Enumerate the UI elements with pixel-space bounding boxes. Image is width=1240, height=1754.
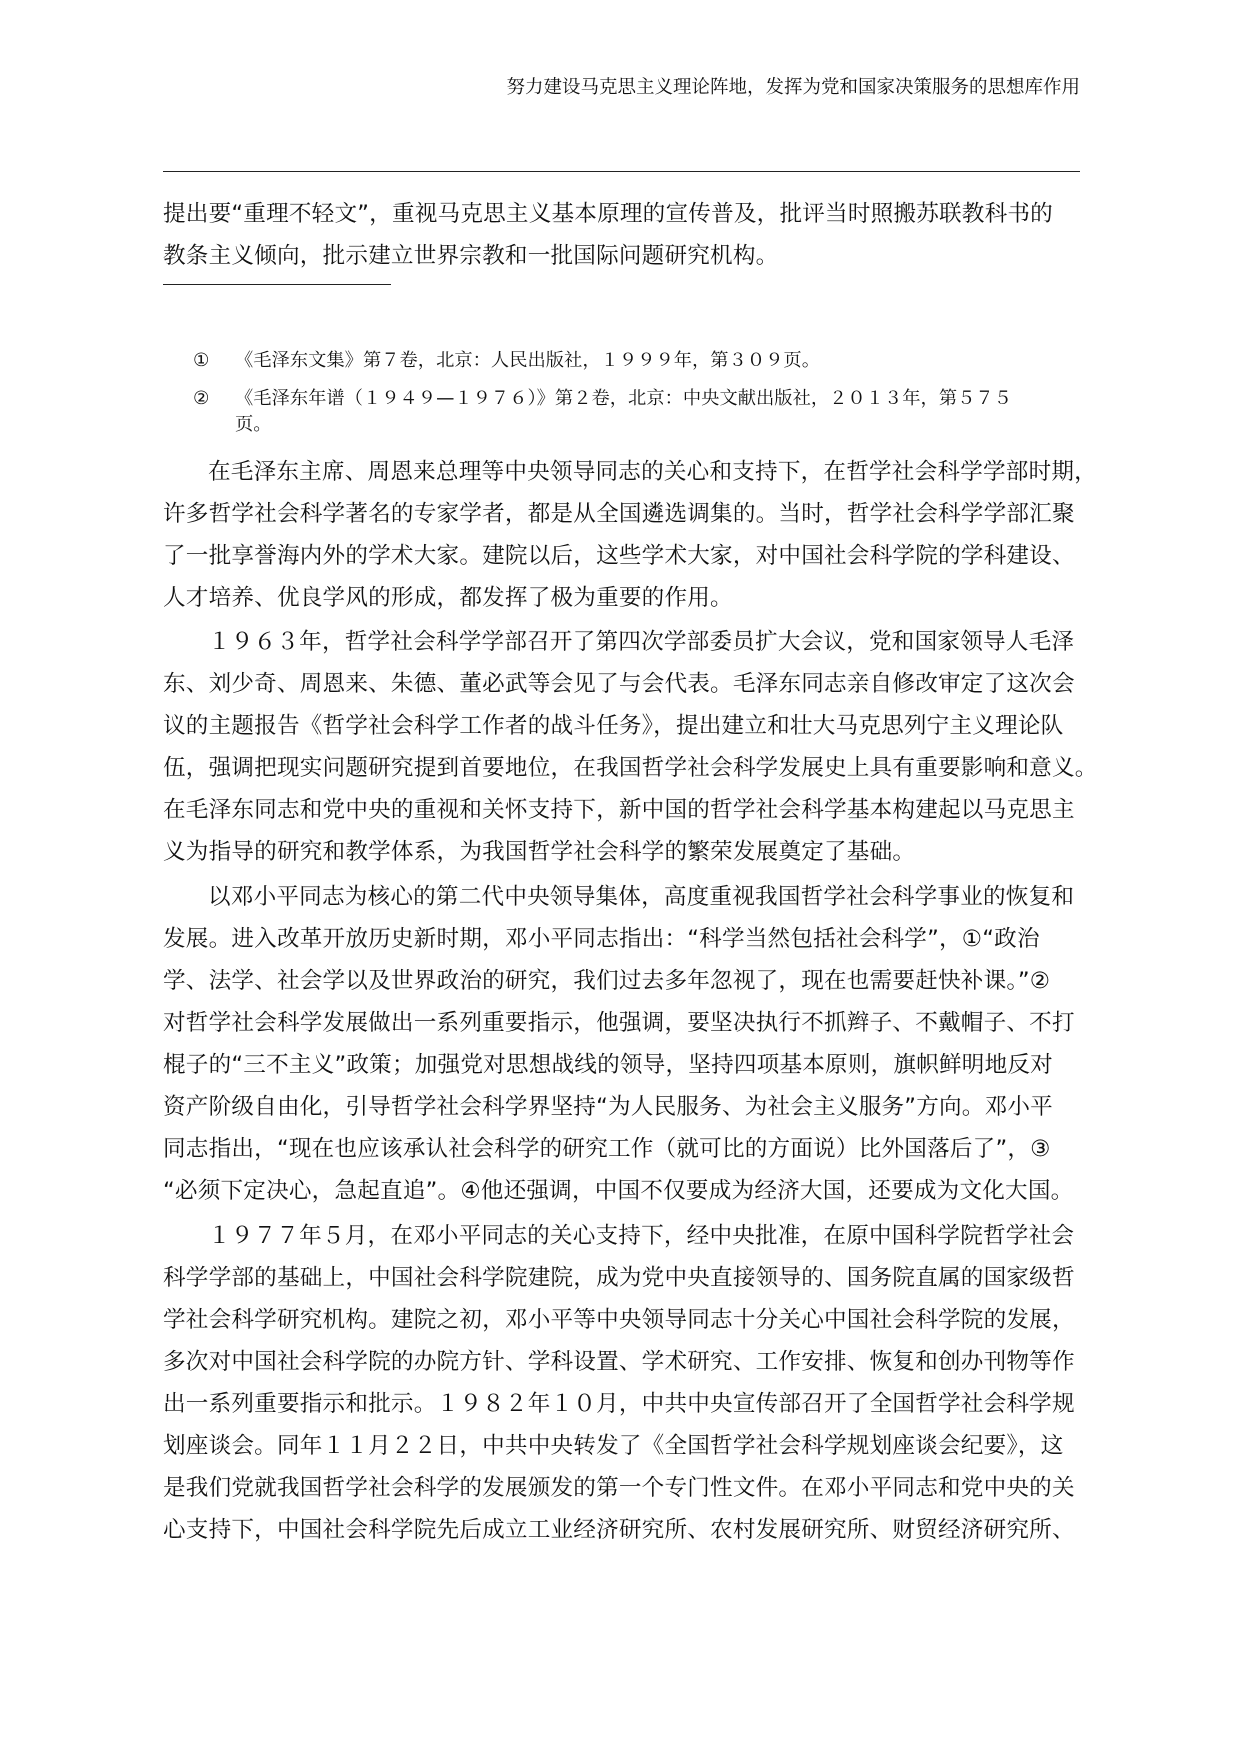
- paragraph: [163, 876, 1075, 1212]
- text-line: “必须下定决心，急起直追”。④他还强调，中国不仅要成为经济大国，还要成为文化大国。: [163, 1178, 1074, 1204]
- paragraph: [163, 1215, 1075, 1551]
- paragraph: [163, 451, 1097, 619]
- header-rule: [163, 171, 1080, 172]
- text-line: 科学学部的基础上，中国社会科学院建院，成为党中央直接领导的、国务院直属的国家级哲: [163, 1265, 1075, 1291]
- text-line: 了一批享誉海内外的学术大家。建院以后，这些学术大家，对中国社会科学院的学科建设、: [163, 543, 1075, 569]
- footnote-separator: [163, 284, 391, 285]
- text-line: 资产阶级自由化，引导哲学社会科学界坚持“为人民服务、为社会主义服务”方向。邓小平: [163, 1094, 1053, 1120]
- text-line: 议的主题报告《哲学社会科学工作者的战斗任务》，提出建立和壮大马克思列宁主义理论队: [163, 713, 1064, 739]
- text-line: 义为指导的研究和教学体系，为我国哲学社会科学的繁荣发展奠定了基础。: [163, 839, 916, 865]
- text-line: 在毛泽东同志和党中央的重视和关怀支持下，新中国的哲学社会科学基本构建起以马克思主: [163, 797, 1075, 823]
- footnote-text-continued: 页。: [235, 414, 272, 435]
- running-header: 努力建设马克思主义理论阵地，发挥为党和国家决策服务的思想库作用: [506, 77, 1080, 98]
- text-line: 发展。进入改革开放历史新时期，邓小平同志指出：“科学当然包括社会科学”，①“政治: [163, 926, 1040, 952]
- text-line: 是我们党就我国哲学社会科学的发展颁发的第一个专门性文件。在邓小平同志和党中央的关: [163, 1475, 1075, 1501]
- footnote-text: 《毛泽东文集》第７卷，北京：人民出版社，１９９９年，第３０９页。: [235, 350, 820, 371]
- text-line: 学社会科学研究机构。建院之初，邓小平等中央领导同志十分关心中国社会科学院的发展，: [163, 1307, 1075, 1333]
- text-line: 对哲学社会科学发展做出一系列重要指示，他强调，要坚决执行不抓辫子、不戴帽子、不打: [163, 1010, 1075, 1036]
- text-line: 人才培养、优良学风的形成，都发挥了极为重要的作用。: [163, 585, 733, 611]
- text-line: 在毛泽东主席、周恩来总理等中央领导同志的关心和支持下，在哲学社会科学学部时期，: [208, 459, 1097, 485]
- footnote-text: 《毛泽东年谱（１９４９—１９７６）》第２卷，北京：中央文献出版社，２０１３年，第５７５: [235, 388, 1012, 409]
- text-line: 许多哲学社会科学著名的专家学者，都是从全国遴选调集的。当时，哲学社会科学学部汇聚: [163, 501, 1075, 527]
- text-line: 划座谈会。同年１１月２２日，中共中央转发了《全国哲学社会科学规划座谈会纪要》，这: [163, 1433, 1064, 1459]
- text-line: 以邓小平同志为核心的第二代中央领导集体，高度重视我国哲学社会科学事业的恢复和: [208, 884, 1075, 910]
- footnote: [193, 386, 1012, 438]
- text-line: 教条主义倾向，批示建立世界宗教和一批国际问题研究机构。: [163, 243, 779, 269]
- footnote-mark: ②: [193, 388, 210, 409]
- text-line: 棍子的“三不主义”政策；加强党对思想战线的领导，坚持四项基本原则，旗帜鲜明地反对: [163, 1052, 1053, 1078]
- text-line: １９７７年５月，在邓小平同志的关心支持下，经中央批准，在原中国科学院哲学社会: [208, 1223, 1075, 1249]
- paragraph: [163, 193, 1053, 277]
- footnote-mark: ①: [193, 350, 210, 371]
- text-line: 伍，强调把现实问题研究提到首要地位，在我国哲学社会科学发展史上具有重要影响和意义。: [163, 755, 1098, 781]
- text-line: 出一系列重要指示和批示。１９８２年１０月，中共中央宣传部召开了全国哲学社会科学规: [163, 1391, 1075, 1417]
- text-line: 提出要“重理不轻文”，重视马克思主义基本原理的宣传普及，批评当时照搬苏联教科书的: [163, 201, 1053, 227]
- text-line: 多次对中国社会科学院的办院方针、学科设置、学术研究、工作安排、恢复和创办刊物等作: [163, 1349, 1075, 1375]
- text-line: 心支持下，中国社会科学院先后成立工业经济研究所、农村发展研究所、财贸经济研究所、: [163, 1517, 1075, 1543]
- paragraph: [163, 621, 1098, 873]
- text-line: 学、法学、社会学以及世界政治的研究，我们过去多年忽视了，现在也需要赶快补课。”②: [163, 968, 1051, 994]
- text-line: 同志指出，“现在也应该承认社会科学的研究工作（就可比的方面说）比外国落后了”，③: [163, 1136, 1051, 1162]
- footnote: [193, 348, 820, 374]
- text-line: １９６３年，哲学社会科学学部召开了第四次学部委员扩大会议，党和国家领导人毛泽: [208, 629, 1075, 655]
- text-line: 东、刘少奇、周恩来、朱德、董必武等会见了与会代表。毛泽东同志亲自修改审定了这次会: [163, 671, 1075, 697]
